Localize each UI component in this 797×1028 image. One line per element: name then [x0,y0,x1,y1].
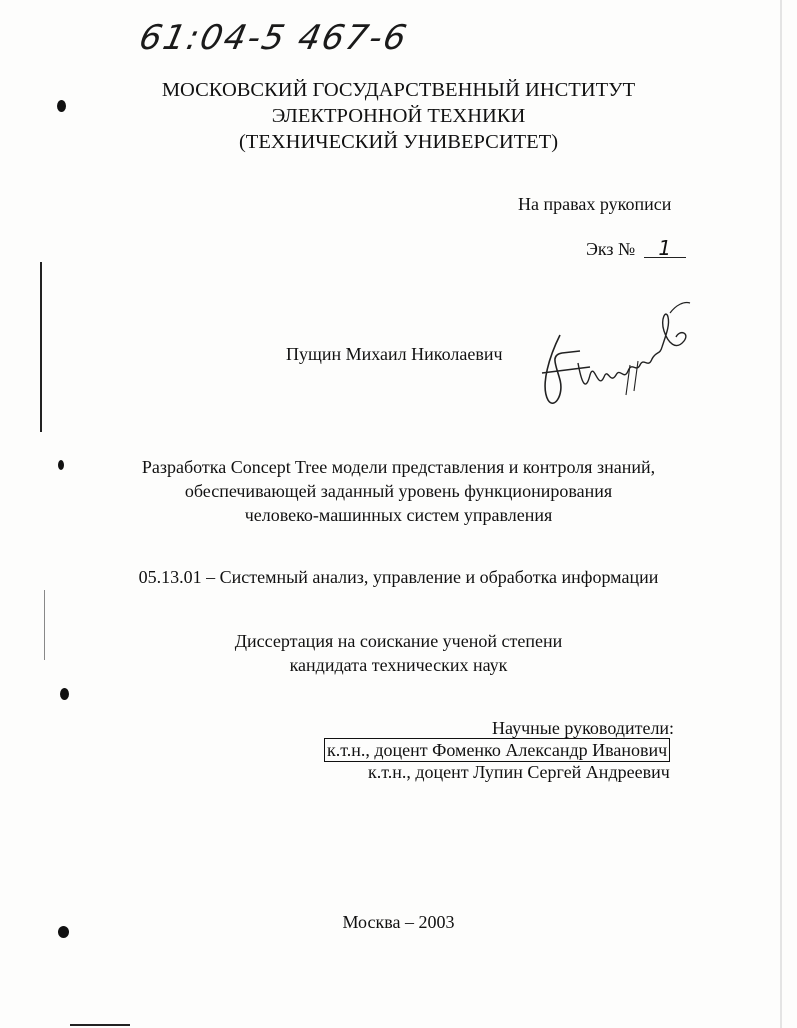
supervisors-heading: Научные руководители: [492,718,675,738]
copy-number-value: 1 [644,239,686,258]
rights-note: На правах рукописи [518,194,672,214]
author-name: Пущин Михаил Николаевич [286,344,503,364]
author-signature [520,295,700,425]
thesis-title-line-1: Разработка Concept Tree модели представления и контроля знаний, [141,457,656,477]
thesis-title-line-2: обеспечивающей заданный уровень функционирования [184,481,613,501]
thesis-title-line-3: человеко-машинных систем управления [244,505,553,525]
supervisor-first: к.т.н., доцент Фоменко Александр Иванович [324,738,670,762]
institute-name-line-2: ЭЛЕКТРОННОЙ ТЕХНИКИ [271,105,526,127]
copy-number [586,236,686,260]
supervisor-second: к.т.н., доцент Лупин Сергей Андреевич [368,762,670,782]
specialty-code: 05.13.01 – Системный анализ, управление и обработка информации [138,567,659,587]
city-year: Москва – 2003 [342,912,455,932]
institute-name-line-3: (ТЕХНИЧЕСКИЙ УНИВЕРСИТЕТ) [238,131,559,153]
degree-line-2: кандидата технических наук [289,655,508,675]
institute-name-line-1: МОСКОВСКИЙ ГОСУДАРСТВЕННЫЙ ИНСТИТУТ [161,79,636,101]
copy-label: Экз № [586,239,636,259]
degree-line-1: Диссертация на соискание ученой степени [234,631,563,651]
punch-hole-3 [60,688,69,700]
scan-left-line [40,262,42,432]
handwritten-archive-code: 61:04-5 467-6 [135,18,412,58]
scan-bottom-line [70,1024,130,1026]
